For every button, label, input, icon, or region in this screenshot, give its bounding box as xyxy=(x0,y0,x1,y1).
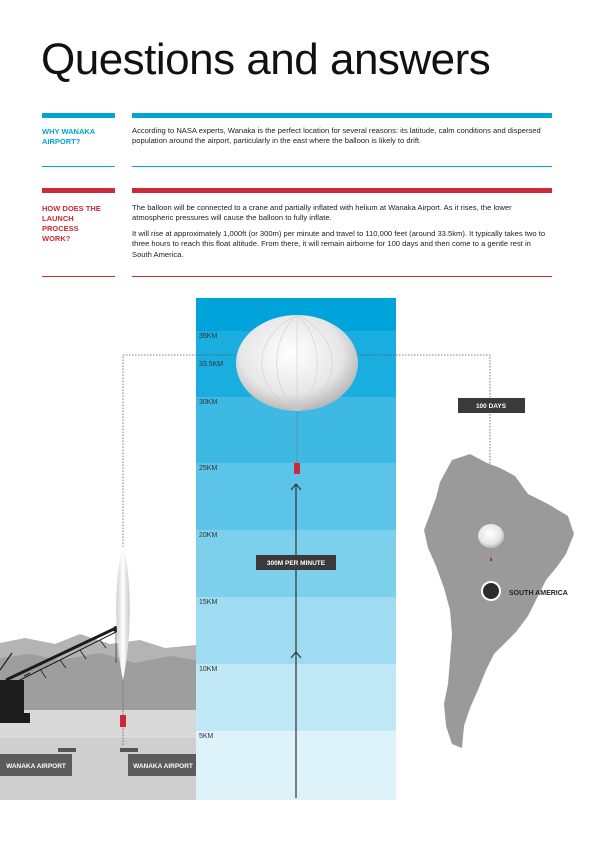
duration-tag xyxy=(458,398,525,413)
q1-answer-paragraph: According to NASA experts, Wanaka is the perfect location for several reasons: its latitude, calm conditions and dispersed population around the airport, particularly in the east where the balloon is likely to drift. xyxy=(132,126,541,146)
altitude-label-5km: 5KM xyxy=(199,733,214,740)
airport-label-2: WANAKA AIRPORT xyxy=(133,763,193,770)
q1-bottom-rule-left xyxy=(42,166,115,167)
page-title: Questions and answers xyxy=(41,35,491,84)
q2-accent-rule-left xyxy=(42,188,115,193)
altitude-label-30km: 30KM xyxy=(199,399,218,406)
q2-accent-rule-right xyxy=(132,188,552,193)
q2-answer-paragraph-2: It will rise at approximately 1,000ft (or 300m) per minute and travel to 110,000 feet (around 33.5km). It typically takes two to three hours to reach this float altitude. From there, it will remain airborne for 100 days and then come to a gentle rest in South America. xyxy=(132,228,546,259)
q1-accent-rule-right xyxy=(132,113,552,118)
altitude-label-33-5km: 33.5KM xyxy=(199,361,224,368)
airport-label-1: WANAKA AIRPORT xyxy=(6,763,66,770)
q1-answer xyxy=(132,126,552,152)
rate-tag xyxy=(256,555,336,570)
duration-label: 100 DAYS xyxy=(475,403,507,410)
q2-answer xyxy=(132,203,552,265)
altitude-label-15km: 15KM xyxy=(199,599,218,606)
q2-question: HOW DOES THE LAUNCH PROCESS WORK? xyxy=(42,204,101,243)
q2-bottom-rule-right xyxy=(132,276,552,277)
q1-question: WHY WANAKA AIRPORT? xyxy=(42,127,95,146)
altitude-label-35km: 35KM xyxy=(199,333,218,340)
altitude-label-25km: 25KM xyxy=(199,465,218,472)
launch-infographic xyxy=(0,298,595,800)
q1-bottom-rule-right xyxy=(132,166,552,167)
rate-label: 300M PER MINUTE xyxy=(266,560,326,567)
q2-answer-paragraph-1: The balloon will be connected to a crane and partially inflated with helium at Wanaka Airport. As it rises, the lower atmospheric pressures will cause the balloon to fully inflate. xyxy=(132,203,512,223)
altitude-label-10km: 10KM xyxy=(199,666,218,673)
q2-bottom-rule-left xyxy=(42,276,115,277)
altitude-label-20km: 20KM xyxy=(199,532,218,539)
q1-accent-rule-left xyxy=(42,113,115,118)
destination-label: SOUTH AMERICA xyxy=(509,590,568,597)
